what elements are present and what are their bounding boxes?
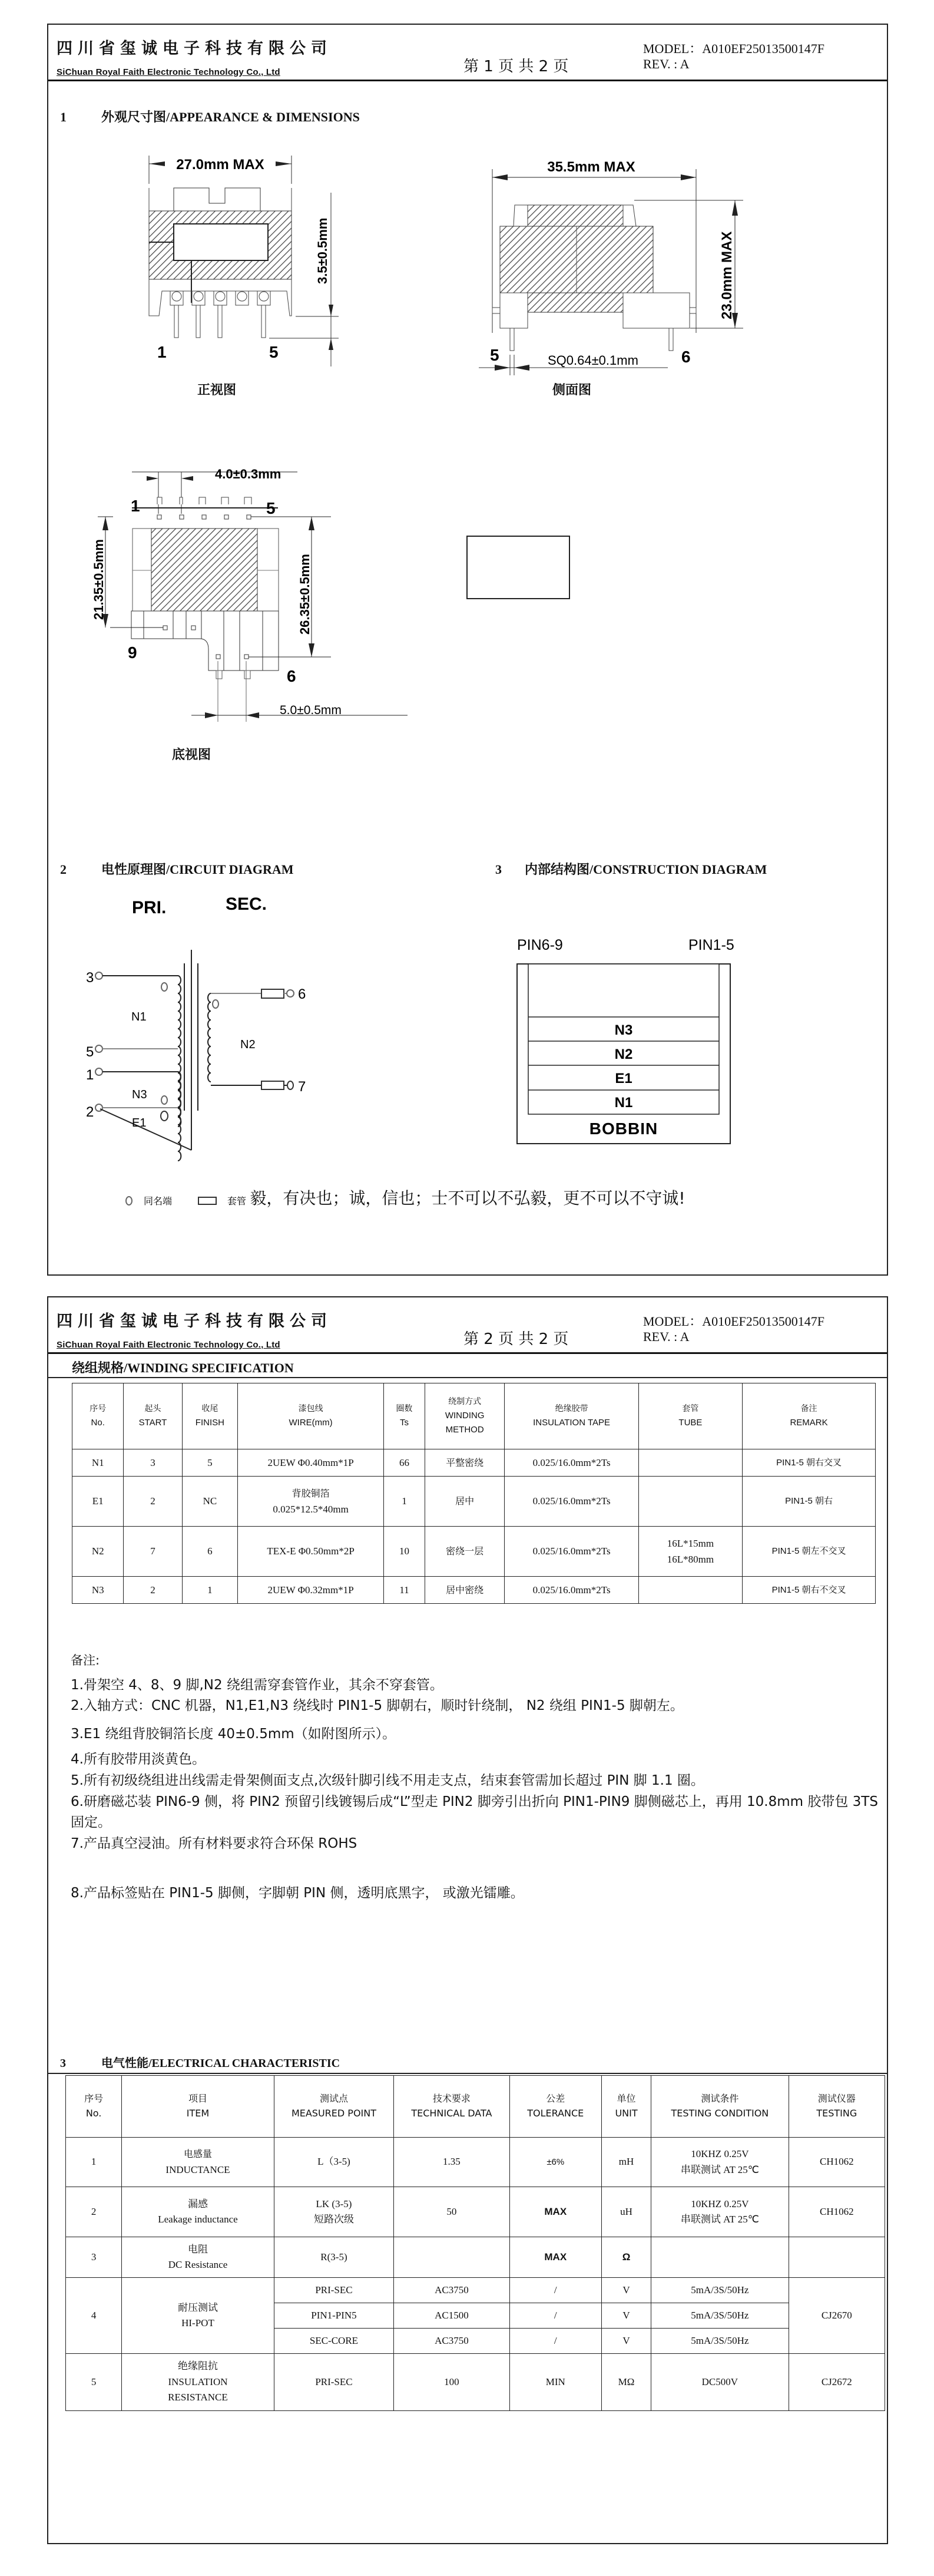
cell-text: 绕制方式 xyxy=(448,1397,482,1407)
cell-text: /CIRCUIT DIAGRAM xyxy=(166,862,294,877)
cell-text: 技术要求 xyxy=(432,2093,471,2105)
table-header-row xyxy=(72,1383,876,1449)
front-view-caption: 正视图 xyxy=(197,383,237,398)
table-cell: PIN1-5 朝右 xyxy=(743,1477,876,1527)
table-cell: V xyxy=(601,2303,651,2329)
model-number: MODEL：A010EF25013500147F xyxy=(643,41,825,56)
table-cell xyxy=(638,1477,742,1527)
col-header xyxy=(124,1383,182,1449)
cell-text: 漏感 xyxy=(187,2198,208,2210)
table-cell: 0.025/16.0mm*2Ts xyxy=(505,1577,638,1604)
table-cell xyxy=(638,1527,742,1577)
table-cell: 平整密绕 xyxy=(425,1449,505,1477)
side-height-dim: 23.0mm MAX xyxy=(719,231,735,319)
col-header xyxy=(505,1383,638,1449)
table-cell: 5 xyxy=(182,1449,238,1477)
company-name-cn: 四川省玺诚电子科技有限公司 xyxy=(57,39,332,58)
side-pin-6-label: 6 xyxy=(681,348,691,366)
table-cell: 1 xyxy=(66,2138,122,2187)
table-cell xyxy=(394,2237,509,2278)
table-cell: 100 xyxy=(394,2354,509,2411)
cell-text: 序号 xyxy=(84,2093,104,2105)
cell-text: 项目 xyxy=(188,2093,207,2105)
cell-text: 电阻 xyxy=(187,2243,208,2255)
cell-text: INDUCTANCE xyxy=(165,2164,230,2175)
table-cell: / xyxy=(509,2278,601,2303)
page-number: 第 1 页 共 2 页 xyxy=(463,58,569,75)
table-cell xyxy=(238,1477,384,1527)
table-cell: PIN1-5 朝右不交叉 xyxy=(743,1577,876,1604)
bottom-sec-pitch-dim: 5.0±0.5mm xyxy=(280,704,342,717)
primary-label: PRI. xyxy=(132,898,167,917)
bottom-pin-6-label: 6 xyxy=(287,667,296,685)
table-cell: 居中 xyxy=(425,1477,505,1527)
cell-text: 起头 xyxy=(144,1404,161,1414)
table-cell: E1 xyxy=(72,1477,124,1527)
side-pin-5-label: 5 xyxy=(490,346,499,364)
table-row xyxy=(66,2187,885,2237)
table-cell: N1 xyxy=(72,1449,124,1477)
cell-text: 单位 xyxy=(617,2093,636,2105)
cell-text: 公差 xyxy=(546,2093,565,2105)
table-cell: N3 xyxy=(72,1577,124,1604)
column-header xyxy=(789,2076,885,2138)
table-cell xyxy=(651,2187,789,2237)
table-cell xyxy=(122,2354,274,2411)
table-cell: R(3-5) xyxy=(274,2237,393,2278)
terminal-2 xyxy=(95,1104,102,1111)
table-cell: 2UEW Φ0.40mm*1P xyxy=(238,1449,384,1477)
cell-text: /ELECTRICAL CHARACTERISTIC xyxy=(148,2057,340,2070)
cell-text: /APPEARANCE & DIMENSIONS xyxy=(166,110,360,124)
table-row xyxy=(72,1527,876,1577)
dot-marker-icon xyxy=(161,1096,167,1104)
pin-label: 6 xyxy=(298,986,306,1002)
table-cell: L（3-5) xyxy=(274,2138,393,2187)
table-cell: 3 xyxy=(124,1449,182,1477)
column-header xyxy=(394,2076,509,2138)
divider xyxy=(48,1377,887,1378)
table-cell: ±6% xyxy=(509,2138,601,2187)
table-cell: N2 xyxy=(72,1527,124,1577)
front-pin-length-dim: 3.5±0.5mm xyxy=(315,217,330,284)
spec-page-2 xyxy=(47,1296,888,2544)
table-cell: MΩ xyxy=(601,2354,651,2411)
winding-label: N2 xyxy=(240,1038,256,1051)
section-title-winding xyxy=(72,1358,294,1376)
table-cell: PIN1-PIN5 xyxy=(274,2303,393,2329)
table-cell: MAX xyxy=(509,2187,601,2237)
cell-text: LK (3-5) xyxy=(316,2198,352,2210)
cell-text: HI-POT xyxy=(181,2317,214,2329)
tube-icon xyxy=(261,1081,284,1089)
section-title-construction xyxy=(495,860,767,878)
page-number: 第 2 页 共 2 页 xyxy=(463,1330,569,1348)
section-title-circuit xyxy=(60,860,294,878)
cell-text: START xyxy=(138,1417,167,1428)
cell-text: 串联测试 AT 25℃ xyxy=(680,2214,759,2225)
note-item: 6.研磨磁芯装 PIN6-9 侧，将 PIN2 预留引线镀锡后成“L”型走 PIN2 脚旁引出折向 PIN1-PIN9 脚侧磁芯上，再用 10.8mm 胶带包 3TS 固定。 xyxy=(71,1794,878,1831)
table-cell: CJ2672 xyxy=(789,2354,885,2411)
table-cell: 5mA/3S/50Hz xyxy=(651,2278,789,2303)
bottom-pitch-dim: 4.0±0.3mm xyxy=(215,467,281,481)
cell-text: FINISH xyxy=(195,1417,224,1428)
section-title-appearance xyxy=(60,107,360,126)
cell-text: 电气性能 xyxy=(101,2056,148,2070)
table-cell xyxy=(638,1577,742,1604)
cell-text: DC Resistance xyxy=(168,2259,228,2270)
electrical-table xyxy=(65,2075,885,2411)
revision: REV. : A xyxy=(643,57,690,71)
cell-text: 短路次级 xyxy=(313,2214,354,2225)
table-cell: SEC-CORE xyxy=(274,2329,393,2354)
cell-text: 耐压测试 xyxy=(177,2301,218,2314)
layer-label: N3 xyxy=(614,1022,633,1038)
dot-marker-icon xyxy=(213,1000,218,1008)
table-cell xyxy=(122,2278,274,2354)
cell-text: 10KHZ 0.25V xyxy=(691,2148,749,2160)
cell-text: 序号 xyxy=(90,1404,107,1414)
winding-label: E1 xyxy=(132,1117,147,1130)
table-cell: NC xyxy=(182,1477,238,1527)
cell-text: MEASURED POINT xyxy=(291,2108,376,2119)
page-header xyxy=(48,1297,887,1354)
column-header xyxy=(601,2076,651,2138)
cell-text: 内部结构图 xyxy=(525,863,590,877)
table-cell: 5mA/3S/50Hz xyxy=(651,2303,789,2329)
cell-text: WINDING xyxy=(445,1410,485,1421)
bottom-pin-9-label: 9 xyxy=(128,643,137,662)
table-cell: TEX-E Φ0.50mm*2P xyxy=(238,1527,384,1577)
table-cell xyxy=(651,2237,789,2278)
pin1-5-label: PIN1-5 xyxy=(688,937,734,953)
cell-text: Leakage inductance xyxy=(158,2214,238,2225)
model-number: MODEL：A010EF25013500147F xyxy=(643,1314,825,1329)
cell-text: UNIT xyxy=(615,2108,638,2119)
column-header xyxy=(509,2076,601,2138)
front-pin-5-label: 5 xyxy=(269,343,279,361)
cell-text: 电感量 xyxy=(183,2148,212,2160)
cell-text: 0.025*12.5*40mm xyxy=(273,1504,349,1515)
col-header xyxy=(238,1383,384,1449)
col-header xyxy=(182,1383,238,1449)
company-name-en: SiChuan Royal Faith Electronic Technology Co., Ltd xyxy=(57,1340,280,1350)
front-view-drawing xyxy=(48,131,425,425)
legend-tube-label: 套管 xyxy=(227,1195,247,1207)
table-cell: CJ2670 xyxy=(789,2278,885,2354)
cell-text: No. xyxy=(85,2108,102,2119)
cell-text: 2 xyxy=(60,862,67,877)
bottom-pin-1-label: 1 xyxy=(131,497,140,515)
table-cell: 4 xyxy=(66,2278,122,2354)
bottom-right-dim: 26.35±0.5mm xyxy=(297,554,312,635)
table-row xyxy=(66,2237,885,2278)
terminal-1 xyxy=(95,1068,102,1075)
company-name-en: SiChuan Royal Faith Electronic Technology Co., Ltd xyxy=(57,67,280,77)
cell-text: METHOD xyxy=(445,1424,484,1435)
divider xyxy=(48,2073,887,2074)
column-header xyxy=(274,2076,393,2138)
table-cell: 10 xyxy=(383,1527,425,1577)
cell-text: 外观尺寸图 xyxy=(101,110,167,125)
table-cell: AC3750 xyxy=(394,2329,509,2354)
layer-label: N1 xyxy=(614,1095,633,1111)
table-cell: 2 xyxy=(124,1477,182,1527)
column-header xyxy=(651,2076,789,2138)
note-item: 7.产品真空浸油。所有材料要求符合环保 ROHS xyxy=(71,1836,357,1852)
table-cell: 2 xyxy=(66,2187,122,2237)
table-cell: 5mA/3S/50Hz xyxy=(651,2329,789,2354)
page-header xyxy=(48,25,887,81)
cell-text: INSULATION TAPE xyxy=(533,1417,611,1428)
label-area-box xyxy=(466,536,570,599)
cell-text: 串联测试 AT 25℃ xyxy=(680,2164,759,2175)
pin-label: 2 xyxy=(86,1104,94,1120)
cell-text: 备注 xyxy=(800,1404,817,1414)
col-header xyxy=(743,1383,876,1449)
cell-text: 16L*80mm xyxy=(667,1554,714,1565)
table-cell xyxy=(651,2138,789,2187)
cell-text: 套管 xyxy=(682,1404,699,1414)
note-item: 1.骨架空 4、8、9 脚,N2 绕组需穿套管作业，其余不穿套管。 xyxy=(71,1677,443,1693)
table-cell xyxy=(789,2237,885,2278)
winding-label: N1 xyxy=(131,1010,147,1023)
cell-text: 圈数 xyxy=(396,1404,413,1414)
table-cell: DC500V xyxy=(651,2354,789,2411)
notes-block xyxy=(71,1651,883,1904)
table-cell xyxy=(274,2187,393,2237)
table-cell: 1 xyxy=(182,1577,238,1604)
cell-text: /WINDING SPECIFICATION xyxy=(124,1360,294,1375)
table-cell: PIN1-5 朝左不交叉 xyxy=(743,1527,876,1577)
table-cell: CH1062 xyxy=(789,2138,885,2187)
pin-label: 3 xyxy=(86,970,94,986)
table-cell: / xyxy=(509,2303,601,2329)
table-cell xyxy=(122,2138,274,2187)
terminal-6 xyxy=(287,990,294,997)
bottom-view-drawing xyxy=(48,449,425,779)
table-cell: 0.025/16.0mm*2Ts xyxy=(505,1527,638,1577)
table-row xyxy=(72,1577,876,1604)
column-header xyxy=(122,2076,274,2138)
cell-text: TUBE xyxy=(678,1417,703,1428)
cell-text: No. xyxy=(91,1417,105,1428)
table-cell: 1 xyxy=(383,1477,425,1527)
col-header xyxy=(425,1383,505,1449)
table-cell: PRI-SEC xyxy=(274,2354,393,2411)
terminal-3 xyxy=(95,972,102,979)
table-cell: 7 xyxy=(124,1527,182,1577)
cell-text: 测试条件 xyxy=(701,2093,739,2105)
tube-icon xyxy=(261,989,284,998)
table-cell: 居中密绕 xyxy=(425,1577,505,1604)
cell-text: 漆包线 xyxy=(298,1404,323,1414)
cell-text: 绝缘胶带 xyxy=(555,1404,588,1414)
legend-dot-label: 同名端 xyxy=(144,1195,173,1207)
notes-title: 备注: xyxy=(71,1653,100,1667)
column-header xyxy=(66,2076,122,2138)
table-cell xyxy=(122,2237,274,2278)
spec-page-1 xyxy=(47,24,888,1276)
table-row xyxy=(72,1449,876,1477)
note-item: 2.入轴方式：CNC 机器，N1,E1,N3 绕线时 PIN1-5 脚朝右，顺时针绕制， N2 绕组 PIN1-5 脚朝左。 xyxy=(71,1698,684,1714)
cell-text: TECHNICAL DATA xyxy=(411,2108,492,2119)
note-item: 5.所有初级绕组进出线需走骨架侧面支点,次级针脚引线不用走支点，结束套管需加长超过 PIN 脚 1.1 圈。 xyxy=(71,1773,704,1789)
section-title-electrical xyxy=(60,2053,340,2070)
layer-label: E1 xyxy=(615,1071,632,1086)
table-cell: CH1062 xyxy=(789,2187,885,2237)
table-row xyxy=(66,2138,885,2187)
table-cell: PIN1-5 朝右交叉 xyxy=(743,1449,876,1477)
side-view-caption: 侧面图 xyxy=(552,383,592,398)
cell-text: 电性原理图 xyxy=(101,863,167,877)
secondary-label: SEC. xyxy=(226,894,267,914)
dot-marker-icon xyxy=(161,983,167,991)
company-name-cn: 四川省玺诚电子科技有限公司 xyxy=(57,1312,332,1330)
cell-text: 16L*15mm xyxy=(667,1537,714,1549)
table-cell: MAX xyxy=(509,2237,601,2278)
col-header xyxy=(638,1383,742,1449)
table-cell: 11 xyxy=(383,1577,425,1604)
col-header xyxy=(72,1383,124,1449)
bottom-left-dim: 21.35±0.5mm xyxy=(91,539,106,620)
table-cell xyxy=(122,2187,274,2237)
cell-text: /CONSTRUCTION DIAGRAM xyxy=(589,862,767,877)
cell-text: 收尾 xyxy=(201,1404,218,1414)
table-cell: 66 xyxy=(383,1449,425,1477)
table-cell: 密绕一层 xyxy=(425,1527,505,1577)
terminal-5 xyxy=(95,1045,102,1052)
pin6-9-label: PIN6-9 xyxy=(517,937,563,953)
table-cell: 6 xyxy=(182,1527,238,1577)
table-cell: 50 xyxy=(394,2187,509,2237)
cell-text: 测试仪器 xyxy=(817,2093,856,2105)
cell-text: 背胶铜箔 xyxy=(292,1487,330,1499)
cell-text: TOLERANCE xyxy=(527,2108,584,2119)
cell-text: 1 xyxy=(60,110,67,124)
winding-spec-table xyxy=(72,1383,876,1604)
terminal-7 xyxy=(287,1081,293,1089)
table-cell: 2UEW Φ0.32mm*1P xyxy=(238,1577,384,1604)
layer-label: N2 xyxy=(614,1046,633,1062)
cell-text: REMARK xyxy=(790,1417,828,1428)
cell-text: 10KHZ 0.25V xyxy=(691,2198,749,2210)
pin-label: 5 xyxy=(86,1044,94,1060)
cell-text: WIRE(mm) xyxy=(289,1417,333,1428)
cell-text: 绕组规格 xyxy=(72,1361,124,1376)
table-row xyxy=(72,1477,876,1527)
table-cell xyxy=(638,1449,742,1477)
table-cell: V xyxy=(601,2278,651,2303)
pin-label: 1 xyxy=(86,1067,94,1083)
revision: REV. : A xyxy=(643,1329,690,1344)
note-item: 3.E1 绕组背胶铜箔长度 40±0.5mm（如附图所示）。 xyxy=(71,1726,396,1742)
front-pin-1-label: 1 xyxy=(157,343,167,361)
note-item: 4.所有胶带用淡黄色。 xyxy=(71,1752,206,1768)
table-header-row xyxy=(66,2076,885,2138)
table-cell: uH xyxy=(601,2187,651,2237)
table-cell: V xyxy=(601,2329,651,2354)
cell-text: INSULATION xyxy=(168,2376,228,2387)
cell-text: 3 xyxy=(60,2057,66,2070)
cell-text: RESISTANCE xyxy=(168,2392,228,2403)
table-cell: Ω xyxy=(601,2237,651,2278)
table-cell: AC3750 xyxy=(394,2278,509,2303)
table-cell: 1.35 xyxy=(394,2138,509,2187)
note-item: 8.产品标签贴在 PIN1-5 脚侧，字脚朝 PIN 侧，透明底黑字， 或激光镭雕。 xyxy=(71,1885,524,1901)
table-row xyxy=(66,2354,885,2411)
table-cell: mH xyxy=(601,2138,651,2187)
pin-label: 7 xyxy=(298,1079,306,1095)
table-cell: / xyxy=(509,2329,601,2354)
cell-text: TESTING xyxy=(816,2108,857,2119)
bottom-view-caption: 底视图 xyxy=(172,748,211,762)
company-motto: 毅，有决也；诚，信也；士不可以不弘毅，更不可以不守诚! xyxy=(250,1188,685,1208)
side-pin-dim: SQ0.64±0.1mm xyxy=(548,353,638,368)
side-width-dim: 35.5mm MAX xyxy=(547,159,635,175)
table-cell: 3 xyxy=(66,2237,122,2278)
col-header xyxy=(383,1383,425,1449)
table-cell: AC1500 xyxy=(394,2303,509,2329)
table-cell: PRI-SEC xyxy=(274,2278,393,2303)
winding-label: N3 xyxy=(132,1088,147,1101)
cell-text: 3 xyxy=(495,862,502,877)
cell-text: 测试点 xyxy=(319,2093,348,2105)
front-width-dim: 27.0mm MAX xyxy=(176,157,264,173)
cell-text: ITEM xyxy=(186,2108,210,2119)
construction-diagram xyxy=(461,932,755,1180)
table-cell: 0.025/16.0mm*2Ts xyxy=(505,1477,638,1527)
table-cell: MIN xyxy=(509,2354,601,2411)
table-cell: 5 xyxy=(66,2354,122,2411)
table-row xyxy=(66,2278,885,2303)
cell-text: Ts xyxy=(399,1417,409,1428)
table-cell: 0.025/16.0mm*2Ts xyxy=(505,1449,638,1477)
cell-text: 绝缘阻抗 xyxy=(177,2360,218,2373)
table-cell: 2 xyxy=(124,1577,182,1604)
cell-text: TESTING CONDITION xyxy=(671,2108,769,2119)
bottom-pin-5-label: 5 xyxy=(266,499,276,517)
dot-marker-icon xyxy=(161,1111,168,1121)
bobbin-label: BOBBIN xyxy=(589,1119,658,1138)
